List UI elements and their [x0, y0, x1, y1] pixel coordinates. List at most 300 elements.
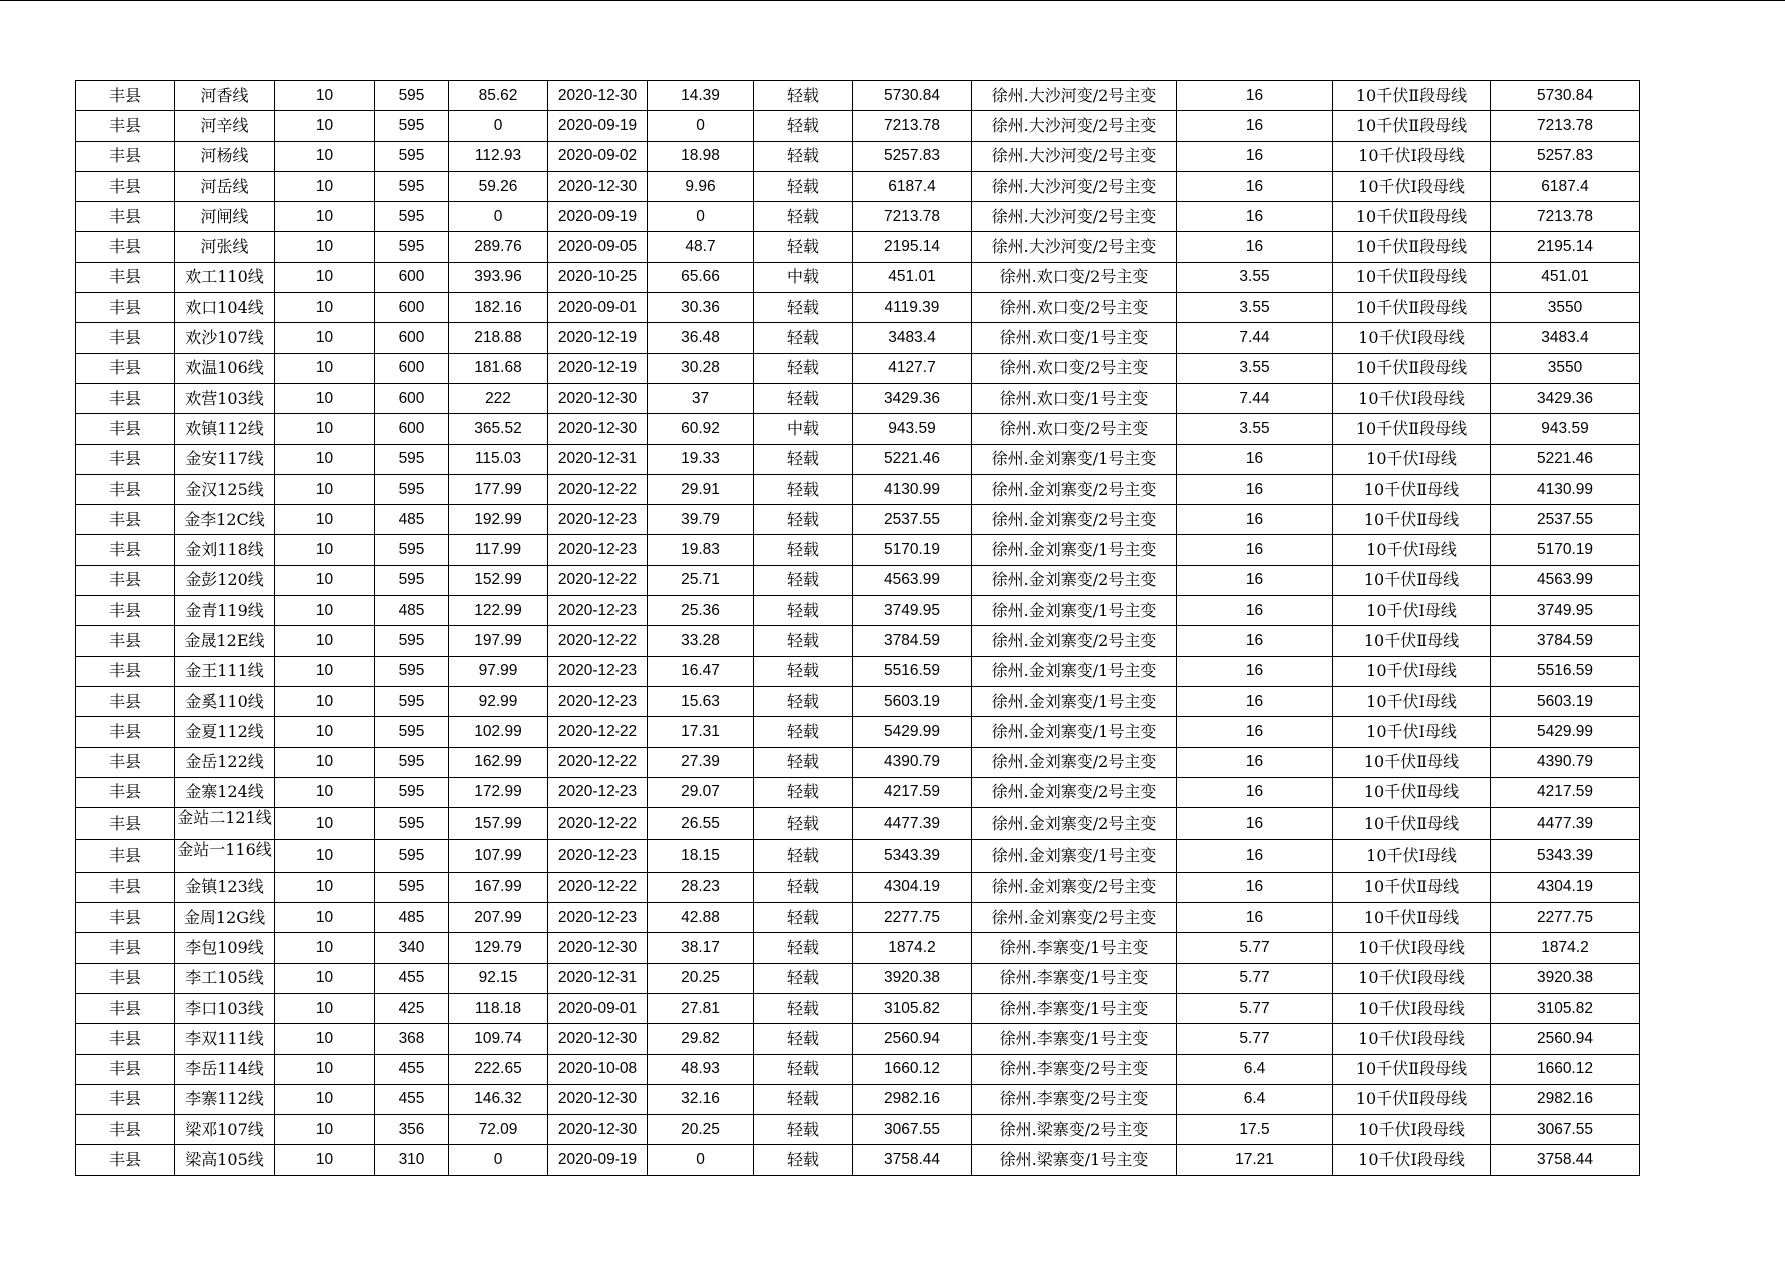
- capacity-cell: 595: [375, 444, 449, 474]
- line-name-cell: 金彭120线: [175, 565, 275, 595]
- final-value-cell: 451.01: [1491, 262, 1640, 292]
- substation-value-cell: 16: [1177, 505, 1333, 535]
- busbar-cell: 10千伏Ⅰ段母线: [1333, 141, 1491, 171]
- county-cell: 丰县: [76, 1145, 175, 1175]
- line-name-cell: 欢镇112线: [175, 414, 275, 444]
- capacity-cell: 485: [375, 903, 449, 933]
- load-status-cell: 轻载: [754, 505, 853, 535]
- load-rate-cell: 37: [648, 383, 754, 413]
- busbar-cell: 10千伏Ⅱ母线: [1333, 872, 1491, 902]
- final-value-cell: 3067.55: [1491, 1115, 1640, 1145]
- substation-value-cell: 16: [1177, 747, 1333, 777]
- capacity-cell: 595: [375, 232, 449, 262]
- load-rate-cell: 9.96: [648, 171, 754, 201]
- county-cell: 丰县: [76, 993, 175, 1023]
- county-cell: 丰县: [76, 747, 175, 777]
- substation-cell: 徐州.李寨变/1号主变: [972, 1024, 1177, 1054]
- substation-cell: 徐州.欢口变/1号主变: [972, 323, 1177, 353]
- load-rate-cell: 19.83: [648, 535, 754, 565]
- max-current-cell: 0: [449, 111, 548, 141]
- date-cell: 2020-12-23: [548, 777, 648, 807]
- busbar-cell: 10千伏Ⅱ母线: [1333, 777, 1491, 807]
- max-current-cell: 122.99: [449, 596, 548, 626]
- final-value-cell: 7213.78: [1491, 111, 1640, 141]
- line-name-cell: 欢工110线: [175, 262, 275, 292]
- substation-cell: 徐州.大沙河变/2号主变: [972, 111, 1177, 141]
- date-cell: 2020-09-01: [548, 993, 648, 1023]
- capacity-cell: 595: [375, 141, 449, 171]
- busbar-cell: 10千伏Ⅱ母线: [1333, 565, 1491, 595]
- load-rate-cell: 27.81: [648, 993, 754, 1023]
- load-status-cell: 轻载: [754, 903, 853, 933]
- date-cell: 2020-09-05: [548, 232, 648, 262]
- substation-value-cell: 3.55: [1177, 353, 1333, 383]
- county-cell: 丰县: [76, 383, 175, 413]
- date-cell: 2020-12-19: [548, 323, 648, 353]
- substation-value-cell: 5.77: [1177, 933, 1333, 963]
- voltage-cell: 10: [275, 232, 375, 262]
- max-current-cell: 365.52: [449, 414, 548, 444]
- available-capacity-cell: 5257.83: [853, 141, 972, 171]
- busbar-cell: 10千伏Ⅱ段母线: [1333, 262, 1491, 292]
- line-name-cell: 金刘118线: [175, 535, 275, 565]
- load-rate-cell: 65.66: [648, 262, 754, 292]
- available-capacity-cell: 5343.39: [853, 840, 972, 872]
- busbar-cell: 10千伏Ⅰ段母线: [1333, 1115, 1491, 1145]
- available-capacity-cell: 5516.59: [853, 656, 972, 686]
- date-cell: 2020-09-02: [548, 141, 648, 171]
- voltage-cell: 10: [275, 141, 375, 171]
- date-cell: 2020-10-08: [548, 1054, 648, 1084]
- voltage-cell: 10: [275, 626, 375, 656]
- capacity-cell: 595: [375, 202, 449, 232]
- available-capacity-cell: 6187.4: [853, 171, 972, 201]
- load-status-cell: 轻载: [754, 141, 853, 171]
- voltage-cell: 10: [275, 933, 375, 963]
- capacity-cell: 595: [375, 656, 449, 686]
- capacity-cell: 600: [375, 293, 449, 323]
- max-current-cell: 162.99: [449, 747, 548, 777]
- substation-cell: 徐州.金刘寨变/2号主变: [972, 872, 1177, 902]
- max-current-cell: 146.32: [449, 1084, 548, 1114]
- county-cell: 丰县: [76, 1115, 175, 1145]
- date-cell: 2020-12-31: [548, 444, 648, 474]
- load-status-cell: 轻载: [754, 933, 853, 963]
- table-body: [76, 81, 1640, 1176]
- line-name-cell: 金夏112线: [175, 717, 275, 747]
- max-current-cell: 167.99: [449, 872, 548, 902]
- line-name-cell: 金安117线: [175, 444, 275, 474]
- final-value-cell: 3749.95: [1491, 596, 1640, 626]
- voltage-cell: 10: [275, 747, 375, 777]
- final-value-cell: 2560.94: [1491, 1024, 1640, 1054]
- capacity-cell: 595: [375, 872, 449, 902]
- final-value-cell: 2277.75: [1491, 903, 1640, 933]
- busbar-cell: 10千伏Ⅰ母线: [1333, 840, 1491, 872]
- final-value-cell: 7213.78: [1491, 202, 1640, 232]
- county-cell: 丰县: [76, 474, 175, 504]
- substation-cell: 徐州.大沙河变/2号主变: [972, 202, 1177, 232]
- voltage-cell: 10: [275, 262, 375, 292]
- line-name-cell: 欢沙107线: [175, 323, 275, 353]
- line-name-cell: 李岳114线: [175, 1054, 275, 1084]
- busbar-cell: 10千伏Ⅰ母线: [1333, 656, 1491, 686]
- county-cell: 丰县: [76, 505, 175, 535]
- capacity-cell: 595: [375, 808, 449, 840]
- voltage-cell: 10: [275, 808, 375, 840]
- max-current-cell: 107.99: [449, 840, 548, 872]
- date-cell: 2020-12-22: [548, 565, 648, 595]
- available-capacity-cell: 4217.59: [853, 777, 972, 807]
- substation-value-cell: 16: [1177, 872, 1333, 902]
- load-status-cell: 轻载: [754, 111, 853, 141]
- capacity-cell: 455: [375, 1054, 449, 1084]
- date-cell: 2020-12-23: [548, 840, 648, 872]
- table-row: [76, 993, 1640, 1023]
- feeder-load-table: [75, 80, 1640, 1176]
- final-value-cell: 1874.2: [1491, 933, 1640, 963]
- capacity-cell: 595: [375, 777, 449, 807]
- county-cell: 丰县: [76, 686, 175, 716]
- substation-value-cell: 7.44: [1177, 383, 1333, 413]
- substation-cell: 徐州.金刘寨变/2号主变: [972, 903, 1177, 933]
- substation-cell: 徐州.金刘寨变/1号主变: [972, 535, 1177, 565]
- load-rate-cell: 14.39: [648, 81, 754, 111]
- max-current-cell: 102.99: [449, 717, 548, 747]
- voltage-cell: 10: [275, 293, 375, 323]
- table-row: [76, 1115, 1640, 1145]
- line-name-cell: 金岳122线: [175, 747, 275, 777]
- county-cell: 丰县: [76, 171, 175, 201]
- substation-cell: 徐州.大沙河变/2号主变: [972, 232, 1177, 262]
- load-status-cell: 轻载: [754, 474, 853, 504]
- table-row: [76, 1054, 1640, 1084]
- load-rate-cell: 18.98: [648, 141, 754, 171]
- max-current-cell: 129.79: [449, 933, 548, 963]
- substation-cell: 徐州.金刘寨变/1号主变: [972, 444, 1177, 474]
- voltage-cell: 10: [275, 1115, 375, 1145]
- load-status-cell: 轻载: [754, 81, 853, 111]
- line-name-cell: 金晟12E线: [175, 626, 275, 656]
- load-rate-cell: 28.23: [648, 872, 754, 902]
- substation-value-cell: 5.77: [1177, 1024, 1333, 1054]
- substation-value-cell: 16: [1177, 474, 1333, 504]
- county-cell: 丰县: [76, 444, 175, 474]
- load-rate-cell: 32.16: [648, 1084, 754, 1114]
- substation-value-cell: 16: [1177, 565, 1333, 595]
- available-capacity-cell: 4477.39: [853, 808, 972, 840]
- busbar-cell: 10千伏Ⅱ母线: [1333, 505, 1491, 535]
- substation-cell: 徐州.金刘寨变/1号主变: [972, 840, 1177, 872]
- final-value-cell: 5429.99: [1491, 717, 1640, 747]
- table-row: [76, 474, 1640, 504]
- capacity-cell: 595: [375, 840, 449, 872]
- load-rate-cell: 30.36: [648, 293, 754, 323]
- table-row: [76, 1145, 1640, 1175]
- final-value-cell: 3784.59: [1491, 626, 1640, 656]
- date-cell: 2020-12-30: [548, 383, 648, 413]
- county-cell: 丰县: [76, 1054, 175, 1084]
- load-status-cell: 轻载: [754, 293, 853, 323]
- available-capacity-cell: 3758.44: [853, 1145, 972, 1175]
- max-current-cell: 393.96: [449, 262, 548, 292]
- load-rate-cell: 25.36: [648, 596, 754, 626]
- substation-cell: 徐州.欢口变/2号主变: [972, 414, 1177, 444]
- load-status-cell: 轻载: [754, 656, 853, 686]
- final-value-cell: 3483.4: [1491, 323, 1640, 353]
- voltage-cell: 10: [275, 777, 375, 807]
- load-status-cell: 轻载: [754, 596, 853, 626]
- substation-value-cell: 16: [1177, 232, 1333, 262]
- voltage-cell: 10: [275, 903, 375, 933]
- line-name-cell: 河辛线: [175, 111, 275, 141]
- max-current-cell: 192.99: [449, 505, 548, 535]
- available-capacity-cell: 5170.19: [853, 535, 972, 565]
- table-row: [76, 535, 1640, 565]
- available-capacity-cell: 5603.19: [853, 686, 972, 716]
- busbar-cell: 10千伏Ⅰ段母线: [1333, 323, 1491, 353]
- busbar-cell: 10千伏Ⅱ段母线: [1333, 353, 1491, 383]
- line-name-cell: 欢温106线: [175, 353, 275, 383]
- voltage-cell: 10: [275, 444, 375, 474]
- voltage-cell: 10: [275, 353, 375, 383]
- table-row: [76, 353, 1640, 383]
- substation-cell: 徐州.金刘寨变/1号主变: [972, 656, 1177, 686]
- final-value-cell: 5516.59: [1491, 656, 1640, 686]
- substation-cell: 徐州.金刘寨变/2号主变: [972, 505, 1177, 535]
- substation-value-cell: 16: [1177, 171, 1333, 201]
- county-cell: 丰县: [76, 81, 175, 111]
- load-rate-cell: 29.82: [648, 1024, 754, 1054]
- load-status-cell: 轻载: [754, 747, 853, 777]
- max-current-cell: 92.99: [449, 686, 548, 716]
- load-rate-cell: 0: [648, 111, 754, 141]
- substation-cell: 徐州.金刘寨变/2号主变: [972, 808, 1177, 840]
- load-status-cell: 轻载: [754, 777, 853, 807]
- substation-value-cell: 17.5: [1177, 1115, 1333, 1145]
- county-cell: 丰县: [76, 596, 175, 626]
- final-value-cell: 3920.38: [1491, 963, 1640, 993]
- table-row: [76, 656, 1640, 686]
- substation-value-cell: 16: [1177, 903, 1333, 933]
- max-current-cell: 0: [449, 1145, 548, 1175]
- substation-value-cell: 16: [1177, 596, 1333, 626]
- busbar-cell: 10千伏Ⅱ母线: [1333, 747, 1491, 777]
- line-name-cell: 河杨线: [175, 141, 275, 171]
- capacity-cell: 595: [375, 747, 449, 777]
- max-current-cell: 289.76: [449, 232, 548, 262]
- county-cell: 丰县: [76, 353, 175, 383]
- substation-cell: 徐州.金刘寨变/2号主变: [972, 747, 1177, 777]
- county-cell: 丰县: [76, 1024, 175, 1054]
- busbar-cell: 10千伏Ⅱ段母线: [1333, 111, 1491, 141]
- substation-cell: 徐州.欢口变/2号主变: [972, 262, 1177, 292]
- substation-value-cell: 3.55: [1177, 262, 1333, 292]
- county-cell: 丰县: [76, 1084, 175, 1114]
- load-rate-cell: 18.15: [648, 840, 754, 872]
- busbar-cell: 10千伏Ⅱ段母线: [1333, 81, 1491, 111]
- capacity-cell: 356: [375, 1115, 449, 1145]
- final-value-cell: 4304.19: [1491, 872, 1640, 902]
- table-row: [76, 505, 1640, 535]
- table-row: [76, 717, 1640, 747]
- max-current-cell: 152.99: [449, 565, 548, 595]
- date-cell: 2020-12-30: [548, 81, 648, 111]
- substation-value-cell: 16: [1177, 444, 1333, 474]
- capacity-cell: 485: [375, 596, 449, 626]
- substation-value-cell: 16: [1177, 717, 1333, 747]
- capacity-cell: 595: [375, 535, 449, 565]
- final-value-cell: 3429.36: [1491, 383, 1640, 413]
- voltage-cell: 10: [275, 1024, 375, 1054]
- county-cell: 丰县: [76, 262, 175, 292]
- load-status-cell: 轻载: [754, 1084, 853, 1114]
- substation-cell: 徐州.欢口变/2号主变: [972, 353, 1177, 383]
- available-capacity-cell: 1660.12: [853, 1054, 972, 1084]
- table-row: [76, 202, 1640, 232]
- date-cell: 2020-12-30: [548, 1024, 648, 1054]
- max-current-cell: 177.99: [449, 474, 548, 504]
- load-status-cell: 轻载: [754, 686, 853, 716]
- available-capacity-cell: 3483.4: [853, 323, 972, 353]
- final-value-cell: 3550: [1491, 353, 1640, 383]
- load-status-cell: 中载: [754, 414, 853, 444]
- voltage-cell: 10: [275, 872, 375, 902]
- busbar-cell: 10千伏Ⅰ段母线: [1333, 933, 1491, 963]
- table-row: [76, 1024, 1640, 1054]
- date-cell: 2020-12-30: [548, 1084, 648, 1114]
- final-value-cell: 4130.99: [1491, 474, 1640, 504]
- load-rate-cell: 48.7: [648, 232, 754, 262]
- final-value-cell: 3105.82: [1491, 993, 1640, 1023]
- busbar-cell: 10千伏Ⅰ段母线: [1333, 993, 1491, 1023]
- max-current-cell: 117.99: [449, 535, 548, 565]
- substation-value-cell: 16: [1177, 202, 1333, 232]
- table-row: [76, 171, 1640, 201]
- max-current-cell: 92.15: [449, 963, 548, 993]
- line-name-cell: 金站二121线: [175, 808, 275, 840]
- load-rate-cell: 39.79: [648, 505, 754, 535]
- available-capacity-cell: 2560.94: [853, 1024, 972, 1054]
- county-cell: 丰县: [76, 565, 175, 595]
- available-capacity-cell: 943.59: [853, 414, 972, 444]
- table-row: [76, 747, 1640, 777]
- substation-cell: 徐州.李寨变/1号主变: [972, 993, 1177, 1023]
- busbar-cell: 10千伏Ⅰ段母线: [1333, 963, 1491, 993]
- final-value-cell: 4563.99: [1491, 565, 1640, 595]
- busbar-cell: 10千伏Ⅰ母线: [1333, 535, 1491, 565]
- date-cell: 2020-12-22: [548, 747, 648, 777]
- busbar-cell: 10千伏Ⅰ母线: [1333, 596, 1491, 626]
- voltage-cell: 10: [275, 474, 375, 504]
- load-status-cell: 轻载: [754, 1115, 853, 1145]
- line-name-cell: 李寨112线: [175, 1084, 275, 1114]
- table-row: [76, 872, 1640, 902]
- table-row: [76, 293, 1640, 323]
- substation-cell: 徐州.欢口变/2号主变: [972, 293, 1177, 323]
- voltage-cell: 10: [275, 1054, 375, 1084]
- date-cell: 2020-12-30: [548, 1115, 648, 1145]
- max-current-cell: 197.99: [449, 626, 548, 656]
- busbar-cell: 10千伏Ⅱ段母线: [1333, 1054, 1491, 1084]
- table-row: [76, 111, 1640, 141]
- substation-cell: 徐州.李寨变/1号主变: [972, 963, 1177, 993]
- load-rate-cell: 27.39: [648, 747, 754, 777]
- load-status-cell: 轻载: [754, 872, 853, 902]
- county-cell: 丰县: [76, 293, 175, 323]
- line-name-cell: 金王111线: [175, 656, 275, 686]
- load-status-cell: 轻载: [754, 535, 853, 565]
- line-name-cell: 金奚110线: [175, 686, 275, 716]
- final-value-cell: 5257.83: [1491, 141, 1640, 171]
- busbar-cell: 10千伏Ⅰ母线: [1333, 686, 1491, 716]
- table-row: [76, 232, 1640, 262]
- busbar-cell: 10千伏Ⅱ段母线: [1333, 293, 1491, 323]
- date-cell: 2020-12-23: [548, 596, 648, 626]
- date-cell: 2020-09-19: [548, 111, 648, 141]
- substation-value-cell: 16: [1177, 81, 1333, 111]
- line-name-cell: 金站一116线: [175, 840, 275, 872]
- substation-value-cell: 5.77: [1177, 963, 1333, 993]
- voltage-cell: 10: [275, 535, 375, 565]
- capacity-cell: 340: [375, 933, 449, 963]
- substation-value-cell: 16: [1177, 111, 1333, 141]
- max-current-cell: 222: [449, 383, 548, 413]
- table-row: [76, 963, 1640, 993]
- table-row: [76, 414, 1640, 444]
- voltage-cell: 10: [275, 1145, 375, 1175]
- final-value-cell: 3550: [1491, 293, 1640, 323]
- capacity-cell: 595: [375, 81, 449, 111]
- load-rate-cell: 19.33: [648, 444, 754, 474]
- available-capacity-cell: 2982.16: [853, 1084, 972, 1114]
- voltage-cell: 10: [275, 686, 375, 716]
- date-cell: 2020-12-23: [548, 656, 648, 686]
- max-current-cell: 118.18: [449, 993, 548, 1023]
- load-rate-cell: 26.55: [648, 808, 754, 840]
- load-rate-cell: 16.47: [648, 656, 754, 686]
- line-name-cell: 梁邓107线: [175, 1115, 275, 1145]
- available-capacity-cell: 3920.38: [853, 963, 972, 993]
- substation-cell: 徐州.金刘寨变/2号主变: [972, 777, 1177, 807]
- county-cell: 丰县: [76, 656, 175, 686]
- table-row: [76, 323, 1640, 353]
- busbar-cell: 10千伏Ⅱ母线: [1333, 474, 1491, 504]
- load-status-cell: 轻载: [754, 353, 853, 383]
- capacity-cell: 595: [375, 565, 449, 595]
- capacity-cell: 600: [375, 262, 449, 292]
- available-capacity-cell: 4304.19: [853, 872, 972, 902]
- final-value-cell: 2982.16: [1491, 1084, 1640, 1114]
- max-current-cell: 207.99: [449, 903, 548, 933]
- max-current-cell: 115.03: [449, 444, 548, 474]
- busbar-cell: 10千伏Ⅰ段母线: [1333, 1145, 1491, 1175]
- substation-cell: 徐州.梁寨变/2号主变: [972, 1115, 1177, 1145]
- final-value-cell: 1660.12: [1491, 1054, 1640, 1084]
- county-cell: 丰县: [76, 535, 175, 565]
- load-rate-cell: 0: [648, 202, 754, 232]
- date-cell: 2020-09-19: [548, 202, 648, 232]
- load-rate-cell: 36.48: [648, 323, 754, 353]
- county-cell: 丰县: [76, 777, 175, 807]
- available-capacity-cell: 451.01: [853, 262, 972, 292]
- max-current-cell: 222.65: [449, 1054, 548, 1084]
- max-current-cell: 109.74: [449, 1024, 548, 1054]
- date-cell: 2020-12-23: [548, 535, 648, 565]
- max-current-cell: 112.93: [449, 141, 548, 171]
- load-rate-cell: 17.31: [648, 717, 754, 747]
- final-value-cell: 4217.59: [1491, 777, 1640, 807]
